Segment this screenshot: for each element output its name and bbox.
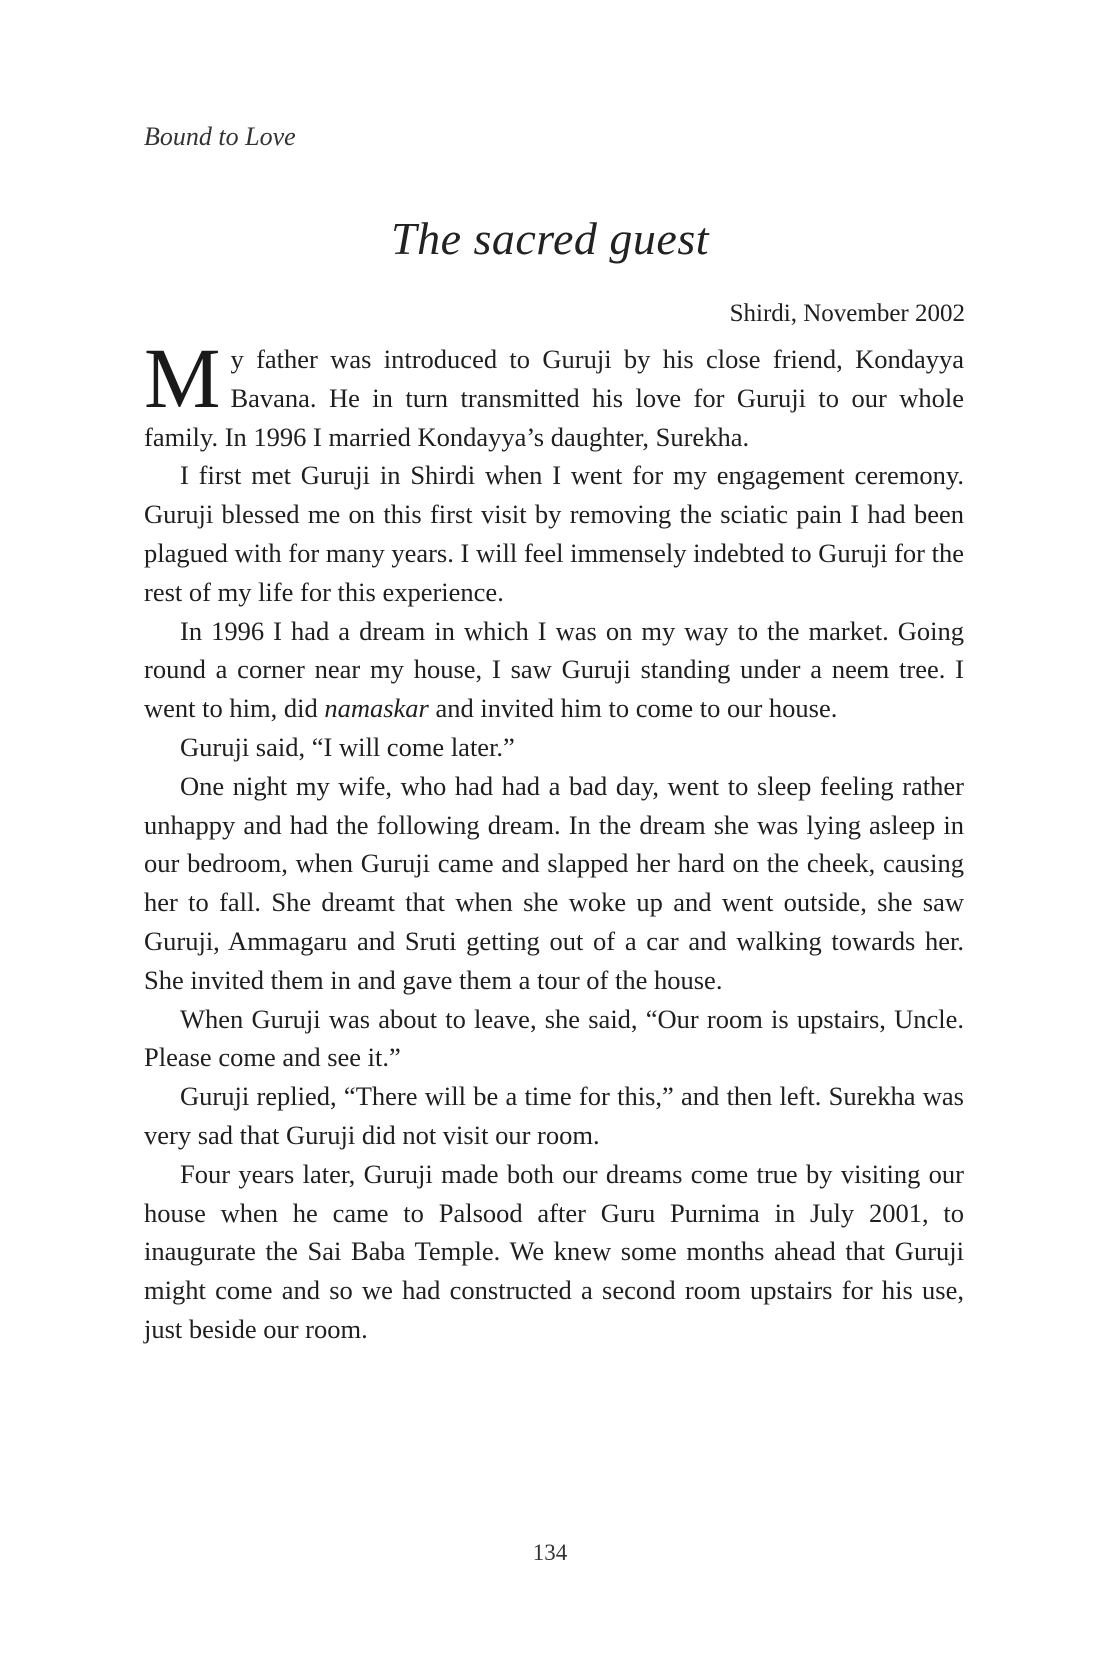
paragraph: Four years later, Guruji made both our dreams come true by visiting our house when he came to Palsood after Guru Purnima in July 2001, to inaugurate the Sai Baba Temple. We knew some months ahead that Guruji might come and so we had constructed a second room upstairs for his use, just beside our room. — [144, 1158, 964, 1344]
paragraph: When Guruji was about to leave, she said, “Our room is upstairs, Uncle. Please come and see it.” — [144, 1003, 964, 1073]
italic-term: namaskar — [324, 693, 429, 724]
paragraph: I first met Guruji in Shirdi when I went for my engagement ceremony. Guruji blessed me on this first visit by removing the sciatic pain I had been plagued with for many years. I will feel immensely indebted to Guruji for the rest of my life for this experience. — [144, 460, 964, 607]
page-number: 134 — [532, 1540, 568, 1565]
running-head: Bound to Love — [144, 122, 296, 151]
paragraph: One night my wife, who had had a bad day, went to sleep feeling rather unhappy and had the following dream. In the dream she was lying asleep in our bedroom, when Guruji came and slapped her hard on the cheek, causing her to fall. She dreamt that when she woke up and went outside, she saw Guruji, Ammagaru and Sruti getting out of a car and walking towards her. She invited them in and gave them a tour of the house. — [144, 770, 964, 995]
body-text — [144, 330, 964, 1349]
paragraph: Guruji replied, “There will be a time for this,” and then left. Surekha was very sad that Guruji did not visit our room. — [144, 1081, 964, 1150]
paragraph: In 1996 I had a dream in which I was on my way to the market. Going round a corner near my house, I saw Guruji standing under a neem tree. I went to him, did namaskar and invited him to come to our house. — [144, 615, 964, 724]
dateline: Shirdi, November 2002 — [729, 300, 965, 327]
paragraph: Guruji said, “I will come later.” — [180, 731, 515, 762]
drop-cap: M — [144, 330, 221, 426]
paragraph: My father was introduced to Guruji by his close friend, Kondayya Bavana. He in turn transmitted his love for Guruji to our whole family. In 1996 I married Kondayya’s daughter, Surekha. — [144, 330, 964, 452]
chapter-title: The sacred guest — [390, 213, 710, 264]
